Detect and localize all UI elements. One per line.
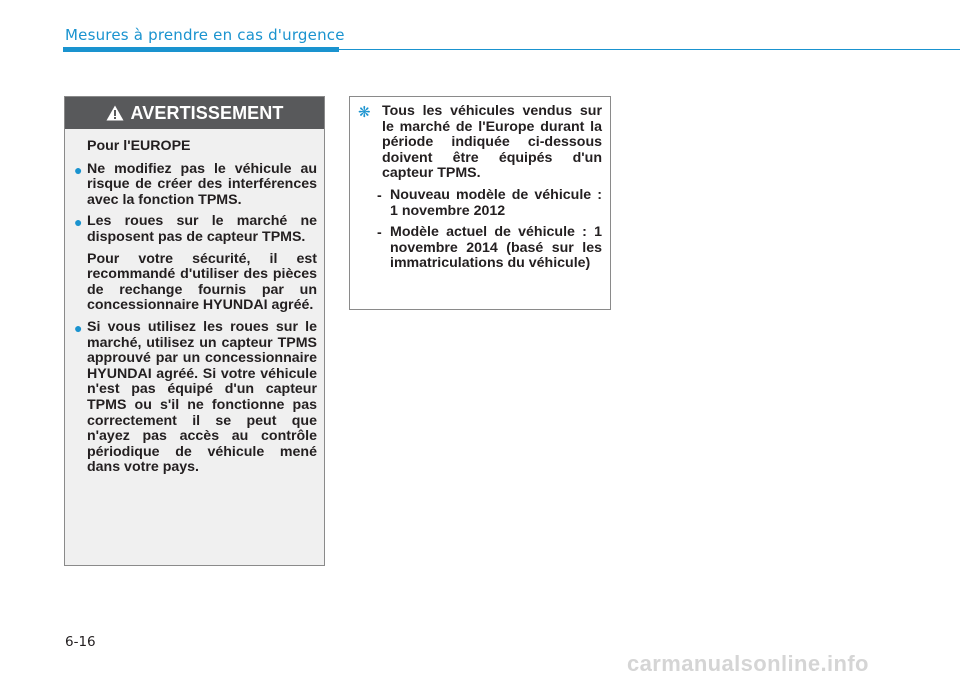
note-list-item [358,188,602,219]
dash-marker: - [377,187,382,204]
note-text: Tous les véhicules vendus sur le marché de l'Europe durant la période indiquée ci-dessous doivent être équipés d'un capteur TPMS. [382,103,602,182]
note-box [349,96,611,310]
bullet-icon: ● [74,161,83,178]
warning-item [74,318,317,476]
warning-header [65,97,324,129]
note-list-item [358,225,602,272]
warning-item-continuation: Pour votre sécurité, il est recommandé d'utiliser des pièces de rechange fournis par un concessionnaire HYUNDAI agréé. [87,250,317,314]
dash-marker: - [377,225,382,242]
watermark: carmanualsonline.info [627,651,869,676]
warning-item [74,160,317,209]
warning-item [74,213,317,314]
note-item-text: Nouveau modèle de véhicule : 1 novembre 2012 [390,186,602,219]
bullet-icon: ● [74,319,83,336]
asterisk-note-icon: ❋ [358,104,371,121]
warning-item-text: Les roues sur le marché ne disposent pas de capteur TPMS. [87,213,317,245]
note-intro [358,104,602,182]
section-title-underline [63,47,339,52]
warning-body [65,129,324,476]
warning-item-text: Ne modifiez pas le véhicule au risque de créer des interférences avec la fonction TPMS. [87,160,317,208]
bullet-icon: ● [74,214,83,231]
warning-title: AVERTISSEMENT [130,102,284,123]
warning-box [64,96,325,566]
section-title: Mesures à prendre en cas d'urgence [65,26,345,44]
warning-lead: Pour l'EUROPE [87,138,191,154]
note-item-text: Modèle actuel de véhicule : 1 novembre 2014 (basé sur les immatriculations du véhicule) [390,224,602,272]
warning-item-text: Si vous utilisez les roues sur le marché, utilisez un capteur TPMS approuvé par un concessionnaire HYUNDAI agréé. Si votre véhicule n'est pas équipé d'un capteur TPMS ou s'il ne fonctionne pas correctement il se peut que n'ayez pas accès au contrôle périodique de véhicule mené dans votre pays. [87,318,317,476]
header-rule [339,49,960,50]
warning-triangle-icon [106,105,124,121]
page-number: 6-16 [65,634,96,650]
